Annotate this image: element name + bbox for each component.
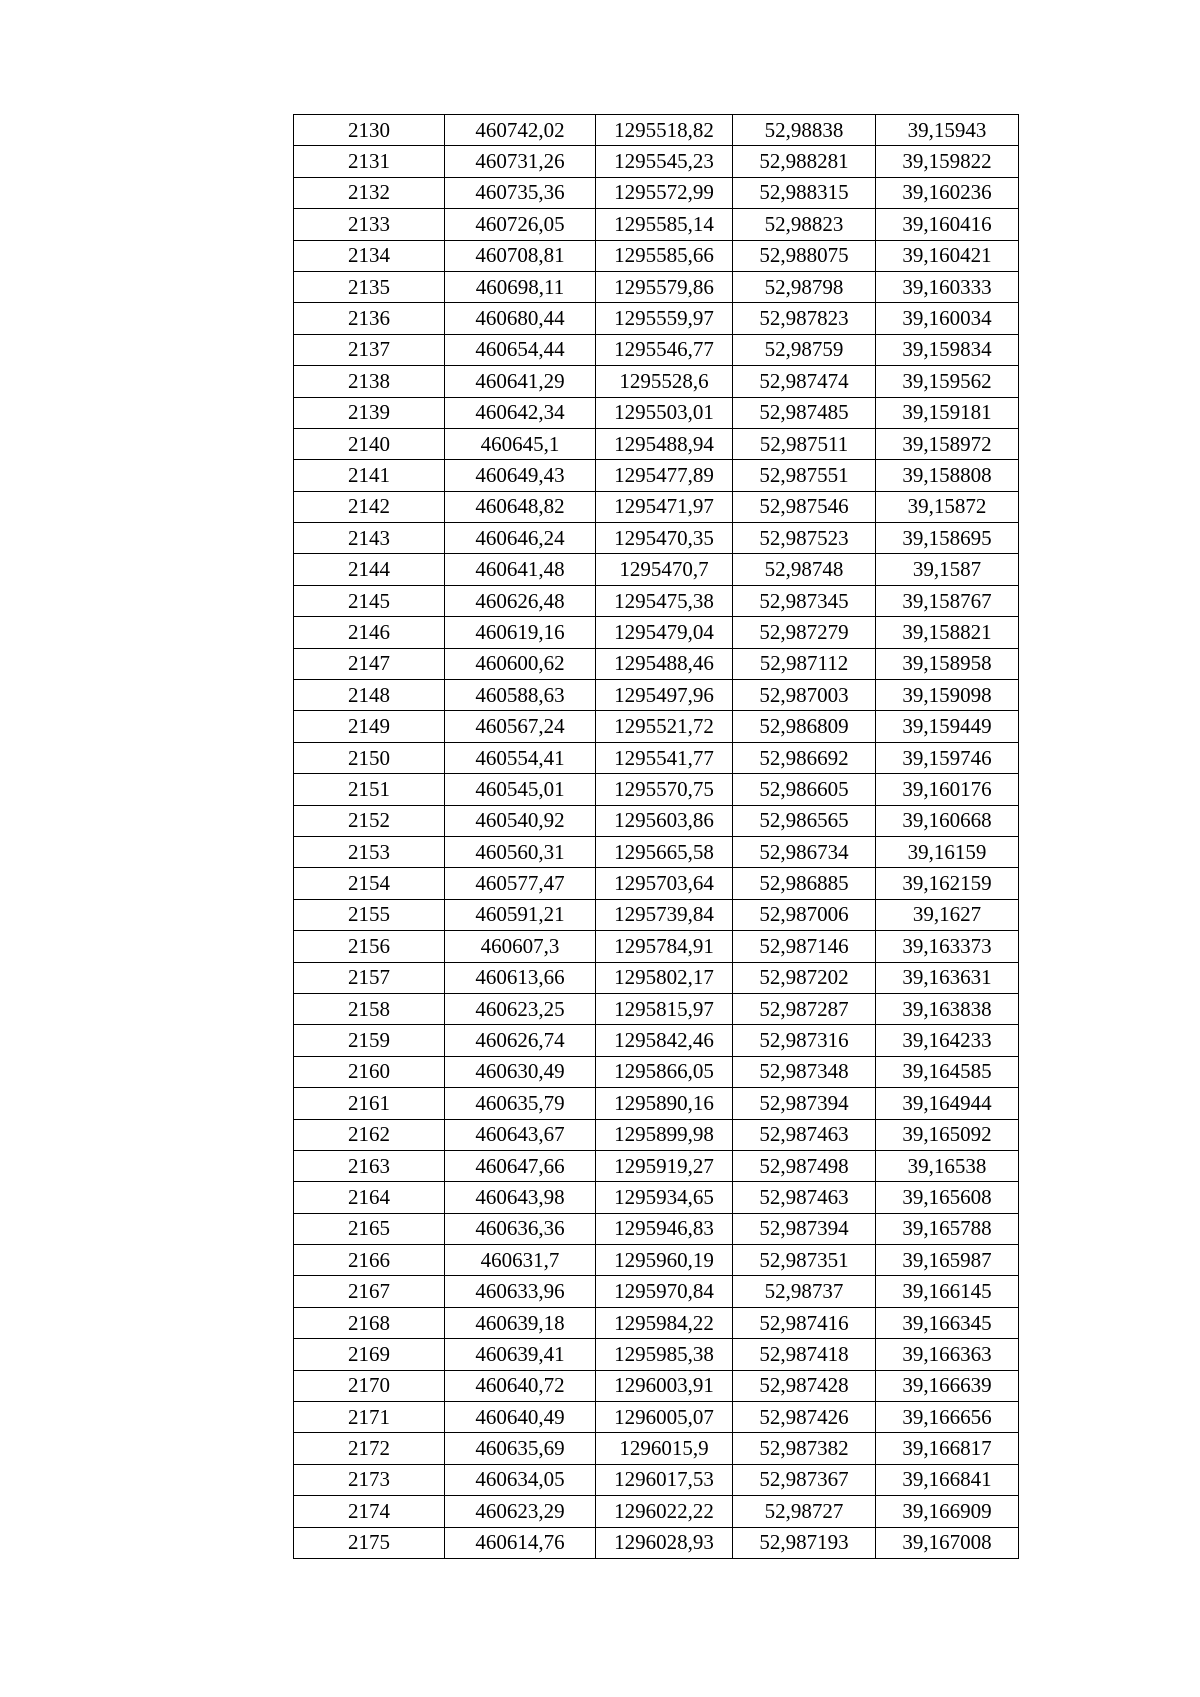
point-number-cell: 2166 — [294, 1245, 445, 1276]
x-coordinate-cell: 460634,05 — [445, 1464, 596, 1495]
x-coordinate-cell: 460654,44 — [445, 334, 596, 365]
x-coordinate-cell: 460577,47 — [445, 868, 596, 899]
table-row — [294, 1339, 1019, 1370]
longitude-cell: 39,158972 — [876, 428, 1019, 459]
x-coordinate-cell: 460648,82 — [445, 491, 596, 522]
point-number-cell: 2168 — [294, 1307, 445, 1338]
latitude-cell: 52,987551 — [733, 460, 876, 491]
y-coordinate-cell: 1296003,91 — [596, 1370, 733, 1401]
y-coordinate-cell: 1296005,07 — [596, 1402, 733, 1433]
table-row — [294, 617, 1019, 648]
longitude-cell: 39,160421 — [876, 240, 1019, 271]
point-number-cell: 2154 — [294, 868, 445, 899]
point-number-cell: 2149 — [294, 711, 445, 742]
x-coordinate-cell: 460642,34 — [445, 397, 596, 428]
latitude-cell: 52,987485 — [733, 397, 876, 428]
latitude-cell: 52,98798 — [733, 271, 876, 302]
longitude-cell: 39,165987 — [876, 1245, 1019, 1276]
latitude-cell: 52,987428 — [733, 1370, 876, 1401]
latitude-cell: 52,987003 — [733, 680, 876, 711]
table-row — [294, 711, 1019, 742]
longitude-cell: 39,166841 — [876, 1464, 1019, 1495]
longitude-cell: 39,160668 — [876, 805, 1019, 836]
y-coordinate-cell: 1295497,96 — [596, 680, 733, 711]
y-coordinate-cell: 1295985,38 — [596, 1339, 733, 1370]
y-coordinate-cell: 1295541,77 — [596, 742, 733, 773]
longitude-cell: 39,159449 — [876, 711, 1019, 742]
x-coordinate-cell: 460639,41 — [445, 1339, 596, 1370]
x-coordinate-cell: 460708,81 — [445, 240, 596, 271]
longitude-cell: 39,159822 — [876, 146, 1019, 177]
latitude-cell: 52,988281 — [733, 146, 876, 177]
y-coordinate-cell: 1295579,86 — [596, 271, 733, 302]
longitude-cell: 39,160176 — [876, 774, 1019, 805]
table-row — [294, 1402, 1019, 1433]
table-row — [294, 1088, 1019, 1119]
point-number-cell: 2140 — [294, 428, 445, 459]
x-coordinate-cell: 460641,48 — [445, 554, 596, 585]
latitude-cell: 52,987146 — [733, 931, 876, 962]
latitude-cell: 52,98823 — [733, 209, 876, 240]
table-row — [294, 1307, 1019, 1338]
y-coordinate-cell: 1295585,66 — [596, 240, 733, 271]
y-coordinate-cell: 1295470,35 — [596, 523, 733, 554]
table-row — [294, 1464, 1019, 1495]
longitude-cell: 39,164944 — [876, 1088, 1019, 1119]
point-number-cell: 2158 — [294, 993, 445, 1024]
point-number-cell: 2175 — [294, 1527, 445, 1558]
table-row — [294, 177, 1019, 208]
point-number-cell: 2135 — [294, 271, 445, 302]
latitude-cell: 52,987367 — [733, 1464, 876, 1495]
y-coordinate-cell: 1295479,04 — [596, 617, 733, 648]
table-row — [294, 115, 1019, 146]
point-number-cell: 2138 — [294, 366, 445, 397]
latitude-cell: 52,987193 — [733, 1527, 876, 1558]
longitude-cell: 39,163373 — [876, 931, 1019, 962]
table-row — [294, 931, 1019, 962]
coordinates-table — [293, 114, 1019, 1559]
latitude-cell: 52,986605 — [733, 774, 876, 805]
point-number-cell: 2136 — [294, 303, 445, 334]
x-coordinate-cell: 460633,96 — [445, 1276, 596, 1307]
latitude-cell: 52,987287 — [733, 993, 876, 1024]
y-coordinate-cell: 1295570,75 — [596, 774, 733, 805]
x-coordinate-cell: 460554,41 — [445, 742, 596, 773]
table-row — [294, 680, 1019, 711]
table-row — [294, 1245, 1019, 1276]
point-number-cell: 2174 — [294, 1496, 445, 1527]
latitude-cell: 52,98759 — [733, 334, 876, 365]
x-coordinate-cell: 460631,7 — [445, 1245, 596, 1276]
y-coordinate-cell: 1296017,53 — [596, 1464, 733, 1495]
table-row — [294, 774, 1019, 805]
longitude-cell: 39,165092 — [876, 1119, 1019, 1150]
table-row — [294, 1276, 1019, 1307]
latitude-cell: 52,987394 — [733, 1088, 876, 1119]
point-number-cell: 2152 — [294, 805, 445, 836]
point-number-cell: 2130 — [294, 115, 445, 146]
longitude-cell: 39,160034 — [876, 303, 1019, 334]
x-coordinate-cell: 460641,29 — [445, 366, 596, 397]
longitude-cell: 39,166363 — [876, 1339, 1019, 1370]
longitude-cell: 39,164585 — [876, 1056, 1019, 1087]
y-coordinate-cell: 1295518,82 — [596, 115, 733, 146]
point-number-cell: 2172 — [294, 1433, 445, 1464]
point-number-cell: 2137 — [294, 334, 445, 365]
latitude-cell: 52,987416 — [733, 1307, 876, 1338]
table-row — [294, 836, 1019, 867]
table-row — [294, 1150, 1019, 1181]
y-coordinate-cell: 1295503,01 — [596, 397, 733, 428]
point-number-cell: 2151 — [294, 774, 445, 805]
longitude-cell: 39,158821 — [876, 617, 1019, 648]
point-number-cell: 2169 — [294, 1339, 445, 1370]
longitude-cell: 39,159834 — [876, 334, 1019, 365]
x-coordinate-cell: 460588,63 — [445, 680, 596, 711]
table-row — [294, 460, 1019, 491]
longitude-cell: 39,158695 — [876, 523, 1019, 554]
table-row — [294, 1119, 1019, 1150]
longitude-cell: 39,158808 — [876, 460, 1019, 491]
y-coordinate-cell: 1295528,6 — [596, 366, 733, 397]
latitude-cell: 52,987112 — [733, 648, 876, 679]
table-row — [294, 491, 1019, 522]
x-coordinate-cell: 460742,02 — [445, 115, 596, 146]
y-coordinate-cell: 1295585,14 — [596, 209, 733, 240]
latitude-cell: 52,986734 — [733, 836, 876, 867]
x-coordinate-cell: 460646,24 — [445, 523, 596, 554]
longitude-cell: 39,15872 — [876, 491, 1019, 522]
x-coordinate-cell: 460540,92 — [445, 805, 596, 836]
y-coordinate-cell: 1295665,58 — [596, 836, 733, 867]
point-number-cell: 2157 — [294, 962, 445, 993]
point-number-cell: 2143 — [294, 523, 445, 554]
latitude-cell: 52,98748 — [733, 554, 876, 585]
x-coordinate-cell: 460614,76 — [445, 1527, 596, 1558]
y-coordinate-cell: 1295890,16 — [596, 1088, 733, 1119]
longitude-cell: 39,159746 — [876, 742, 1019, 773]
point-number-cell: 2146 — [294, 617, 445, 648]
x-coordinate-cell: 460726,05 — [445, 209, 596, 240]
point-number-cell: 2133 — [294, 209, 445, 240]
longitude-cell: 39,160236 — [876, 177, 1019, 208]
x-coordinate-cell: 460735,36 — [445, 177, 596, 208]
latitude-cell: 52,987418 — [733, 1339, 876, 1370]
y-coordinate-cell: 1295559,97 — [596, 303, 733, 334]
x-coordinate-cell: 460643,98 — [445, 1182, 596, 1213]
point-number-cell: 2134 — [294, 240, 445, 271]
longitude-cell: 39,158958 — [876, 648, 1019, 679]
x-coordinate-cell: 460680,44 — [445, 303, 596, 334]
table-body — [294, 115, 1019, 1559]
latitude-cell: 52,987511 — [733, 428, 876, 459]
table-row — [294, 648, 1019, 679]
y-coordinate-cell: 1295946,83 — [596, 1213, 733, 1244]
longitude-cell: 39,158767 — [876, 585, 1019, 616]
table-row — [294, 334, 1019, 365]
longitude-cell: 39,166656 — [876, 1402, 1019, 1433]
table-row — [294, 1025, 1019, 1056]
x-coordinate-cell: 460640,72 — [445, 1370, 596, 1401]
latitude-cell: 52,98838 — [733, 115, 876, 146]
x-coordinate-cell: 460698,11 — [445, 271, 596, 302]
y-coordinate-cell: 1295739,84 — [596, 899, 733, 930]
point-number-cell: 2165 — [294, 1213, 445, 1244]
longitude-cell: 39,166145 — [876, 1276, 1019, 1307]
point-number-cell: 2139 — [294, 397, 445, 428]
point-number-cell: 2171 — [294, 1402, 445, 1433]
longitude-cell: 39,167008 — [876, 1527, 1019, 1558]
y-coordinate-cell: 1295960,19 — [596, 1245, 733, 1276]
table-row — [294, 1527, 1019, 1558]
longitude-cell: 39,163838 — [876, 993, 1019, 1024]
longitude-cell: 39,162159 — [876, 868, 1019, 899]
y-coordinate-cell: 1295546,77 — [596, 334, 733, 365]
latitude-cell: 52,98737 — [733, 1276, 876, 1307]
longitude-cell: 39,160416 — [876, 209, 1019, 240]
x-coordinate-cell: 460643,67 — [445, 1119, 596, 1150]
point-number-cell: 2153 — [294, 836, 445, 867]
point-number-cell: 2132 — [294, 177, 445, 208]
table-row — [294, 271, 1019, 302]
y-coordinate-cell: 1295545,23 — [596, 146, 733, 177]
point-number-cell: 2145 — [294, 585, 445, 616]
point-number-cell: 2131 — [294, 146, 445, 177]
y-coordinate-cell: 1295802,17 — [596, 962, 733, 993]
x-coordinate-cell: 460630,49 — [445, 1056, 596, 1087]
y-coordinate-cell: 1295919,27 — [596, 1150, 733, 1181]
table-row — [294, 962, 1019, 993]
point-number-cell: 2167 — [294, 1276, 445, 1307]
y-coordinate-cell: 1295703,64 — [596, 868, 733, 899]
latitude-cell: 52,987474 — [733, 366, 876, 397]
table-row — [294, 1213, 1019, 1244]
table-row — [294, 1370, 1019, 1401]
x-coordinate-cell: 460731,26 — [445, 146, 596, 177]
y-coordinate-cell: 1295475,38 — [596, 585, 733, 616]
latitude-cell: 52,986809 — [733, 711, 876, 742]
longitude-cell: 39,1587 — [876, 554, 1019, 585]
latitude-cell: 52,987823 — [733, 303, 876, 334]
y-coordinate-cell: 1295521,72 — [596, 711, 733, 742]
point-number-cell: 2156 — [294, 931, 445, 962]
x-coordinate-cell: 460591,21 — [445, 899, 596, 930]
latitude-cell: 52,986692 — [733, 742, 876, 773]
latitude-cell: 52,987006 — [733, 899, 876, 930]
latitude-cell: 52,98727 — [733, 1496, 876, 1527]
latitude-cell: 52,987345 — [733, 585, 876, 616]
point-number-cell: 2162 — [294, 1119, 445, 1150]
y-coordinate-cell: 1295572,99 — [596, 177, 733, 208]
x-coordinate-cell: 460635,69 — [445, 1433, 596, 1464]
point-number-cell: 2160 — [294, 1056, 445, 1087]
y-coordinate-cell: 1295970,84 — [596, 1276, 733, 1307]
latitude-cell: 52,987279 — [733, 617, 876, 648]
y-coordinate-cell: 1296022,22 — [596, 1496, 733, 1527]
latitude-cell: 52,987202 — [733, 962, 876, 993]
y-coordinate-cell: 1295899,98 — [596, 1119, 733, 1150]
point-number-cell: 2163 — [294, 1150, 445, 1181]
x-coordinate-cell: 460647,66 — [445, 1150, 596, 1181]
table-row — [294, 240, 1019, 271]
latitude-cell: 52,987463 — [733, 1119, 876, 1150]
point-number-cell: 2141 — [294, 460, 445, 491]
longitude-cell: 39,159098 — [876, 680, 1019, 711]
table-row — [294, 1056, 1019, 1087]
x-coordinate-cell: 460639,18 — [445, 1307, 596, 1338]
y-coordinate-cell: 1295603,86 — [596, 805, 733, 836]
table-row — [294, 397, 1019, 428]
longitude-cell: 39,163631 — [876, 962, 1019, 993]
y-coordinate-cell: 1295934,65 — [596, 1182, 733, 1213]
longitude-cell: 39,165608 — [876, 1182, 1019, 1213]
point-number-cell: 2170 — [294, 1370, 445, 1401]
point-number-cell: 2144 — [294, 554, 445, 585]
point-number-cell: 2147 — [294, 648, 445, 679]
latitude-cell: 52,986885 — [733, 868, 876, 899]
table-row — [294, 993, 1019, 1024]
longitude-cell: 39,159181 — [876, 397, 1019, 428]
longitude-cell: 39,166909 — [876, 1496, 1019, 1527]
x-coordinate-cell: 460636,36 — [445, 1213, 596, 1244]
longitude-cell: 39,159562 — [876, 366, 1019, 397]
x-coordinate-cell: 460623,29 — [445, 1496, 596, 1527]
y-coordinate-cell: 1295477,89 — [596, 460, 733, 491]
point-number-cell: 2161 — [294, 1088, 445, 1119]
longitude-cell: 39,166345 — [876, 1307, 1019, 1338]
y-coordinate-cell: 1296015,9 — [596, 1433, 733, 1464]
latitude-cell: 52,987351 — [733, 1245, 876, 1276]
latitude-cell: 52,987426 — [733, 1402, 876, 1433]
y-coordinate-cell: 1295842,46 — [596, 1025, 733, 1056]
longitude-cell: 39,16159 — [876, 836, 1019, 867]
point-number-cell: 2159 — [294, 1025, 445, 1056]
point-number-cell: 2142 — [294, 491, 445, 522]
x-coordinate-cell: 460645,1 — [445, 428, 596, 459]
table-row — [294, 146, 1019, 177]
longitude-cell: 39,15943 — [876, 115, 1019, 146]
table-row — [294, 805, 1019, 836]
y-coordinate-cell: 1295866,05 — [596, 1056, 733, 1087]
table-row — [294, 366, 1019, 397]
point-number-cell: 2173 — [294, 1464, 445, 1495]
latitude-cell: 52,987463 — [733, 1182, 876, 1213]
x-coordinate-cell: 460600,62 — [445, 648, 596, 679]
x-coordinate-cell: 460626,74 — [445, 1025, 596, 1056]
table-row — [294, 868, 1019, 899]
y-coordinate-cell: 1296028,93 — [596, 1527, 733, 1558]
x-coordinate-cell: 460623,25 — [445, 993, 596, 1024]
table-row — [294, 554, 1019, 585]
x-coordinate-cell: 460640,49 — [445, 1402, 596, 1433]
table-row — [294, 899, 1019, 930]
y-coordinate-cell: 1295488,46 — [596, 648, 733, 679]
x-coordinate-cell: 460560,31 — [445, 836, 596, 867]
table-row — [294, 523, 1019, 554]
longitude-cell: 39,166817 — [876, 1433, 1019, 1464]
y-coordinate-cell: 1295471,97 — [596, 491, 733, 522]
table-row — [294, 209, 1019, 240]
table-row — [294, 428, 1019, 459]
latitude-cell: 52,987348 — [733, 1056, 876, 1087]
table-row — [294, 1496, 1019, 1527]
latitude-cell: 52,986565 — [733, 805, 876, 836]
latitude-cell: 52,988315 — [733, 177, 876, 208]
y-coordinate-cell: 1295488,94 — [596, 428, 733, 459]
y-coordinate-cell: 1295784,91 — [596, 931, 733, 962]
longitude-cell: 39,1627 — [876, 899, 1019, 930]
longitude-cell: 39,160333 — [876, 271, 1019, 302]
latitude-cell: 52,987394 — [733, 1213, 876, 1244]
y-coordinate-cell: 1295984,22 — [596, 1307, 733, 1338]
latitude-cell: 52,987523 — [733, 523, 876, 554]
longitude-cell: 39,166639 — [876, 1370, 1019, 1401]
table-row — [294, 1433, 1019, 1464]
table-row — [294, 585, 1019, 616]
latitude-cell: 52,987382 — [733, 1433, 876, 1464]
x-coordinate-cell: 460635,79 — [445, 1088, 596, 1119]
x-coordinate-cell: 460545,01 — [445, 774, 596, 805]
point-number-cell: 2164 — [294, 1182, 445, 1213]
y-coordinate-cell: 1295815,97 — [596, 993, 733, 1024]
longitude-cell: 39,164233 — [876, 1025, 1019, 1056]
x-coordinate-cell: 460649,43 — [445, 460, 596, 491]
point-number-cell: 2148 — [294, 680, 445, 711]
point-number-cell: 2150 — [294, 742, 445, 773]
latitude-cell: 52,988075 — [733, 240, 876, 271]
latitude-cell: 52,987498 — [733, 1150, 876, 1181]
longitude-cell: 39,16538 — [876, 1150, 1019, 1181]
x-coordinate-cell: 460567,24 — [445, 711, 596, 742]
x-coordinate-cell: 460626,48 — [445, 585, 596, 616]
x-coordinate-cell: 460619,16 — [445, 617, 596, 648]
point-number-cell: 2155 — [294, 899, 445, 930]
y-coordinate-cell: 1295470,7 — [596, 554, 733, 585]
latitude-cell: 52,987546 — [733, 491, 876, 522]
table-row — [294, 1182, 1019, 1213]
x-coordinate-cell: 460607,3 — [445, 931, 596, 962]
longitude-cell: 39,165788 — [876, 1213, 1019, 1244]
x-coordinate-cell: 460613,66 — [445, 962, 596, 993]
latitude-cell: 52,987316 — [733, 1025, 876, 1056]
table-row — [294, 303, 1019, 334]
table-row — [294, 742, 1019, 773]
